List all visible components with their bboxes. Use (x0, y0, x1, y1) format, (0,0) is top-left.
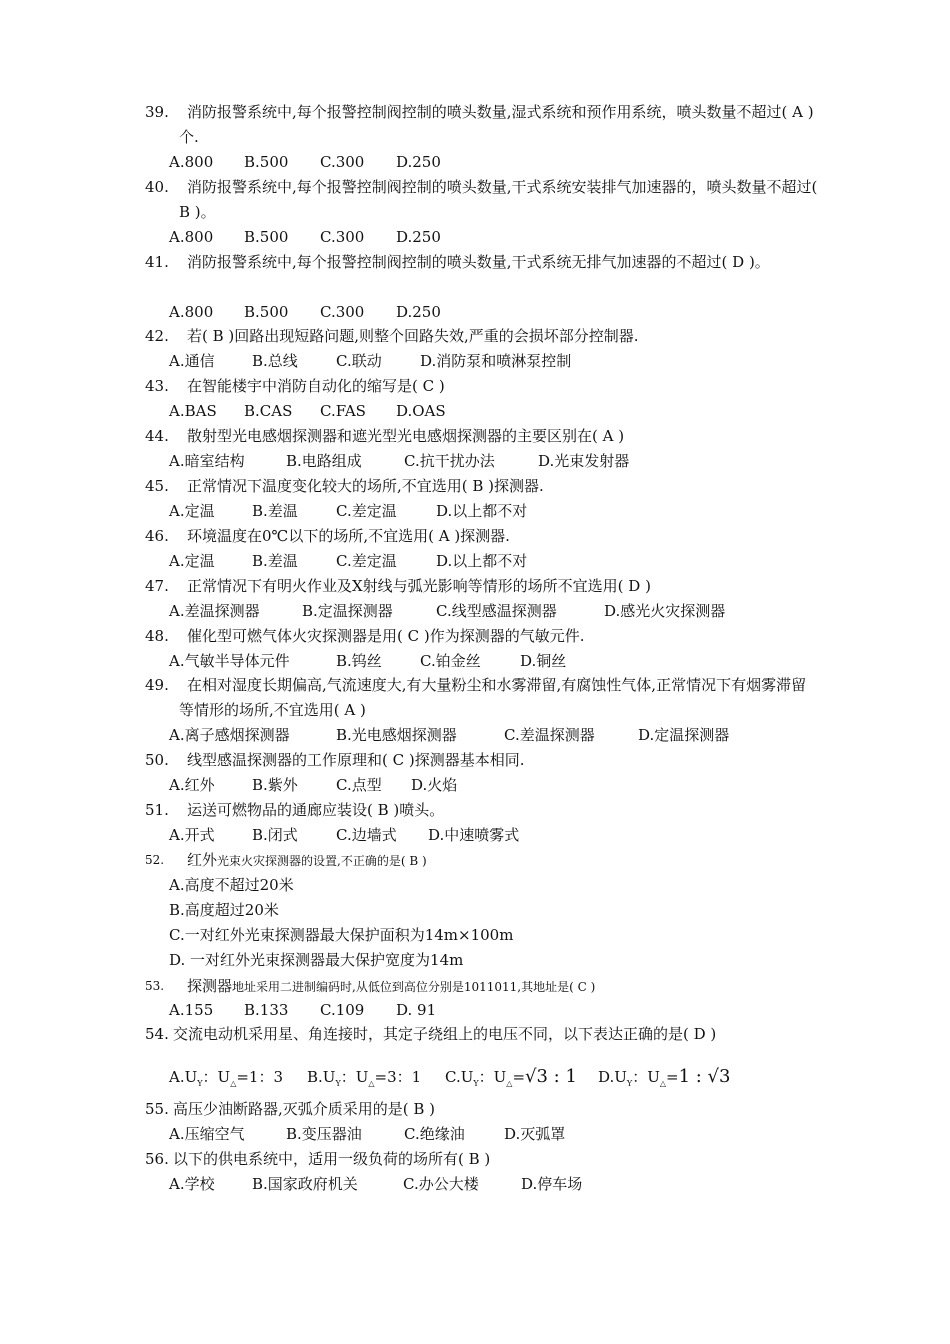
question-text-lead: 探测器 (187, 977, 233, 995)
option-a: A.开式 (169, 826, 215, 844)
option-d: D.光束发射器 (538, 452, 630, 470)
question-number: 52. (145, 853, 165, 867)
option-d: D.250 (396, 153, 441, 171)
options-54 (169, 1064, 730, 1096)
question-39 (145, 100, 820, 150)
option-d: D. 一对红外光束探测器最大保护宽度为14m (169, 951, 464, 969)
options-50 (169, 773, 457, 798)
question-46 (145, 524, 820, 549)
formula-d: $D.U_Y$：$U_\triangle=1$ : √3 (598, 1066, 731, 1088)
question-55 (145, 1097, 820, 1122)
option-b: B.钨丝 (336, 652, 382, 670)
options-46 (169, 549, 527, 574)
option-c: C.一对红外光束探测器最大保护面积为14m×100m (169, 926, 514, 944)
question-53 (145, 974, 820, 1000)
option-d: D.火焰 (411, 776, 458, 794)
question-text: 光束火灾探测器的设置,不正确的是( B ) (217, 854, 427, 868)
options-55 (169, 1122, 565, 1147)
option-c: C.联动 (336, 352, 382, 370)
option-c: C.差定温 (336, 502, 397, 520)
question-number: 46. (145, 527, 169, 545)
options-40 (169, 225, 441, 250)
question-text-lead: 红外 (187, 851, 218, 869)
option-b: B.差温 (252, 552, 298, 570)
option-a: A.155 (169, 1001, 214, 1019)
option-d: D.感光火灾探测器 (604, 602, 726, 620)
option-c: C.300 (320, 303, 365, 321)
question-41 (145, 250, 820, 275)
option-c: C.FAS (320, 402, 366, 420)
formula-b: $B.U_Y$：$U_\triangle=3$：1 (307, 1068, 422, 1088)
question-47 (145, 574, 820, 599)
option-b: B.光电感烟探测器 (336, 726, 457, 744)
option-a: A.通信 (169, 352, 215, 370)
question-number: 51. (145, 801, 169, 819)
question-text: 消防报警系统中,每个报警控制阀控制的喷头数量,干式系统无排气加速器的不超过( D )。 (187, 253, 770, 271)
question-text: 高压少油断路器,灭弧介质采用的是( B ) (173, 1100, 436, 1118)
option-c: C.办公大楼 (403, 1175, 479, 1193)
options-49 (169, 723, 729, 748)
option-c: C.边墙式 (336, 826, 397, 844)
question-number: 39. (145, 103, 169, 121)
option-b: B.500 (244, 303, 289, 321)
option-c: C.差温探测器 (504, 726, 595, 744)
option-b: B.定温探测器 (302, 602, 393, 620)
question-text: 以下的供电系统中，适用一级负荷的场所有( B ) (173, 1150, 491, 1168)
option-d: D.以上都不对 (436, 552, 528, 570)
options-42 (169, 349, 571, 374)
question-text: 若( B )回路出现短路问题,则整个回路失效,严重的会损坏部分控制器. (187, 327, 639, 345)
question-number: 49. (145, 676, 169, 694)
options-47 (169, 599, 725, 624)
sqrt-expression: 1 : √3 (678, 1066, 731, 1087)
question-text: 在相对湿度长期偏高,气流速度大,有大量粉尘和水雾滞留,有腐蚀性气体,正常情况下有烟雾滞留等情形的场所,不宜选用( A ) (179, 676, 807, 719)
question-51 (145, 798, 820, 823)
question-56 (145, 1147, 820, 1172)
question-number: 42. (145, 327, 169, 345)
option-b: B.CAS (244, 402, 293, 420)
question-44 (145, 424, 820, 449)
option-b: B.电路组成 (286, 452, 362, 470)
option-b: B.500 (244, 153, 289, 171)
question-number: 48. (145, 627, 169, 645)
question-text: 消防报警系统中,每个报警控制阀控制的喷头数量,湿式系统和预作用系统，喷头数量不超过( A )个. (179, 103, 814, 146)
question-number: 45. (145, 477, 169, 495)
question-42 (145, 324, 820, 349)
options-51 (169, 823, 519, 848)
question-43 (145, 374, 820, 399)
question-52 (145, 848, 820, 874)
option-a: A.气敏半导体元件 (169, 652, 290, 670)
question-number: 47. (145, 577, 169, 595)
option-b: B.闭式 (252, 826, 298, 844)
option-b: B.变压器油 (286, 1125, 362, 1143)
question-number: 53. (145, 979, 165, 993)
option-a: A.800 (169, 228, 214, 246)
option-d: D.停车场 (521, 1175, 583, 1193)
question-text: 正常情况下温度变化较大的场所,不宜选用( B )探测器. (187, 477, 544, 495)
option-a: A.800 (169, 303, 214, 321)
option-d: D.中速喷雾式 (428, 826, 520, 844)
option-a: A.定温 (169, 502, 215, 520)
option-b: B.国家政府机关 (252, 1175, 358, 1193)
options-44 (169, 449, 629, 474)
option-a: A.红外 (169, 776, 215, 794)
question-text: 散射型光电感烟探测器和遮光型光电感烟探测器的主要区别在( A ) (187, 427, 625, 445)
question-54 (145, 1022, 820, 1047)
question-number: 50. (145, 751, 169, 769)
option-a: A.学校 (169, 1175, 215, 1193)
option-b: B.总线 (252, 352, 298, 370)
option-c: C.差定温 (336, 552, 397, 570)
option-c: C.109 (320, 1001, 365, 1019)
option-c: C.点型 (336, 776, 382, 794)
question-number: 43. (145, 377, 169, 395)
question-text: 催化型可燃气体火灾探测器是用( C )作为探测器的气敏元件. (187, 627, 585, 645)
option-d: D.以上都不对 (436, 502, 528, 520)
question-40 (145, 175, 820, 225)
formula-c: $C.U_Y$：$U_\triangle=√3$ : 1 (445, 1066, 577, 1088)
question-text: 运送可燃物品的通廊应装设( B )喷头。 (187, 801, 445, 819)
question-number: 41. (145, 253, 169, 271)
question-number: 54. (145, 1025, 169, 1043)
question-text: 地址采用二进制编码时,从低位到高位分别是1011011,其地址是( C ) (232, 980, 596, 994)
option-d: D.定温探测器 (638, 726, 730, 744)
question-number: 44. (145, 427, 169, 445)
question-number: 40. (145, 178, 169, 196)
option-d: D.消防泵和喷淋泵控制 (420, 352, 572, 370)
option-b: B.133 (244, 1001, 289, 1019)
option-a: A.BAS (169, 402, 217, 420)
option-a: A.压缩空气 (169, 1125, 245, 1143)
option-b: B.高度超过20米 (169, 901, 279, 919)
options-39 (169, 150, 441, 175)
question-49 (145, 673, 820, 723)
question-number: 56. (145, 1150, 169, 1168)
option-c: C.铂金丝 (420, 652, 481, 670)
option-a: A.暗室结构 (169, 452, 245, 470)
options-56 (169, 1172, 582, 1197)
option-d: D.OAS (396, 402, 446, 420)
option-a: A.差温探测器 (169, 602, 260, 620)
question-text: 在智能楼宇中消防自动化的缩写是( C ) (187, 377, 445, 395)
question-text: 环境温度在0℃以下的场所,不宜选用( A )探测器. (187, 527, 510, 545)
sqrt-expression: √3 : 1 (525, 1066, 577, 1087)
option-c: C.抗干扰办法 (404, 452, 495, 470)
options-43 (169, 399, 446, 424)
option-c: C.线型感温探测器 (436, 602, 557, 620)
question-text: 消防报警系统中,每个报警控制阀控制的喷头数量,干式系统安装排气加速器的，喷头数量不超过( B )。 (179, 178, 818, 221)
option-d: D.铜丝 (520, 652, 567, 670)
question-number: 55. (145, 1100, 169, 1118)
question-text: 线型感温探测器的工作原理和( C )探测器基本相同. (187, 751, 525, 769)
question-45 (145, 474, 820, 499)
formula-a: $A.U_Y$：$U_\triangle=1$：3 (169, 1068, 283, 1088)
option-d: D. 91 (396, 1001, 437, 1019)
options-53 (169, 998, 436, 1023)
question-text: 正常情况下有明火作业及X射线与弧光影响等情形的场所不宜选用( D ) (187, 577, 651, 595)
option-a: A.离子感烟探测器 (169, 726, 290, 744)
options-48 (169, 649, 566, 674)
option-d: D.250 (396, 303, 441, 321)
options-41 (169, 300, 441, 325)
option-b: B.紫外 (252, 776, 298, 794)
question-50 (145, 748, 820, 773)
options-45 (169, 499, 527, 524)
option-b: B.500 (244, 228, 289, 246)
option-c: C.300 (320, 153, 365, 171)
question-48 (145, 624, 820, 649)
option-d: D.灭弧罩 (504, 1125, 566, 1143)
option-d: D.250 (396, 228, 441, 246)
option-a: A.800 (169, 153, 214, 171)
option-a: A.高度不超过20米 (169, 876, 294, 894)
option-a: A.定温 (169, 552, 215, 570)
option-c: C.绝缘油 (404, 1125, 465, 1143)
question-text: 交流电动机采用星、角连接时，其定子绕组上的电压不同，以下表达正确的是( D ) (173, 1025, 717, 1043)
option-b: B.差温 (252, 502, 298, 520)
option-c: C.300 (320, 228, 365, 246)
